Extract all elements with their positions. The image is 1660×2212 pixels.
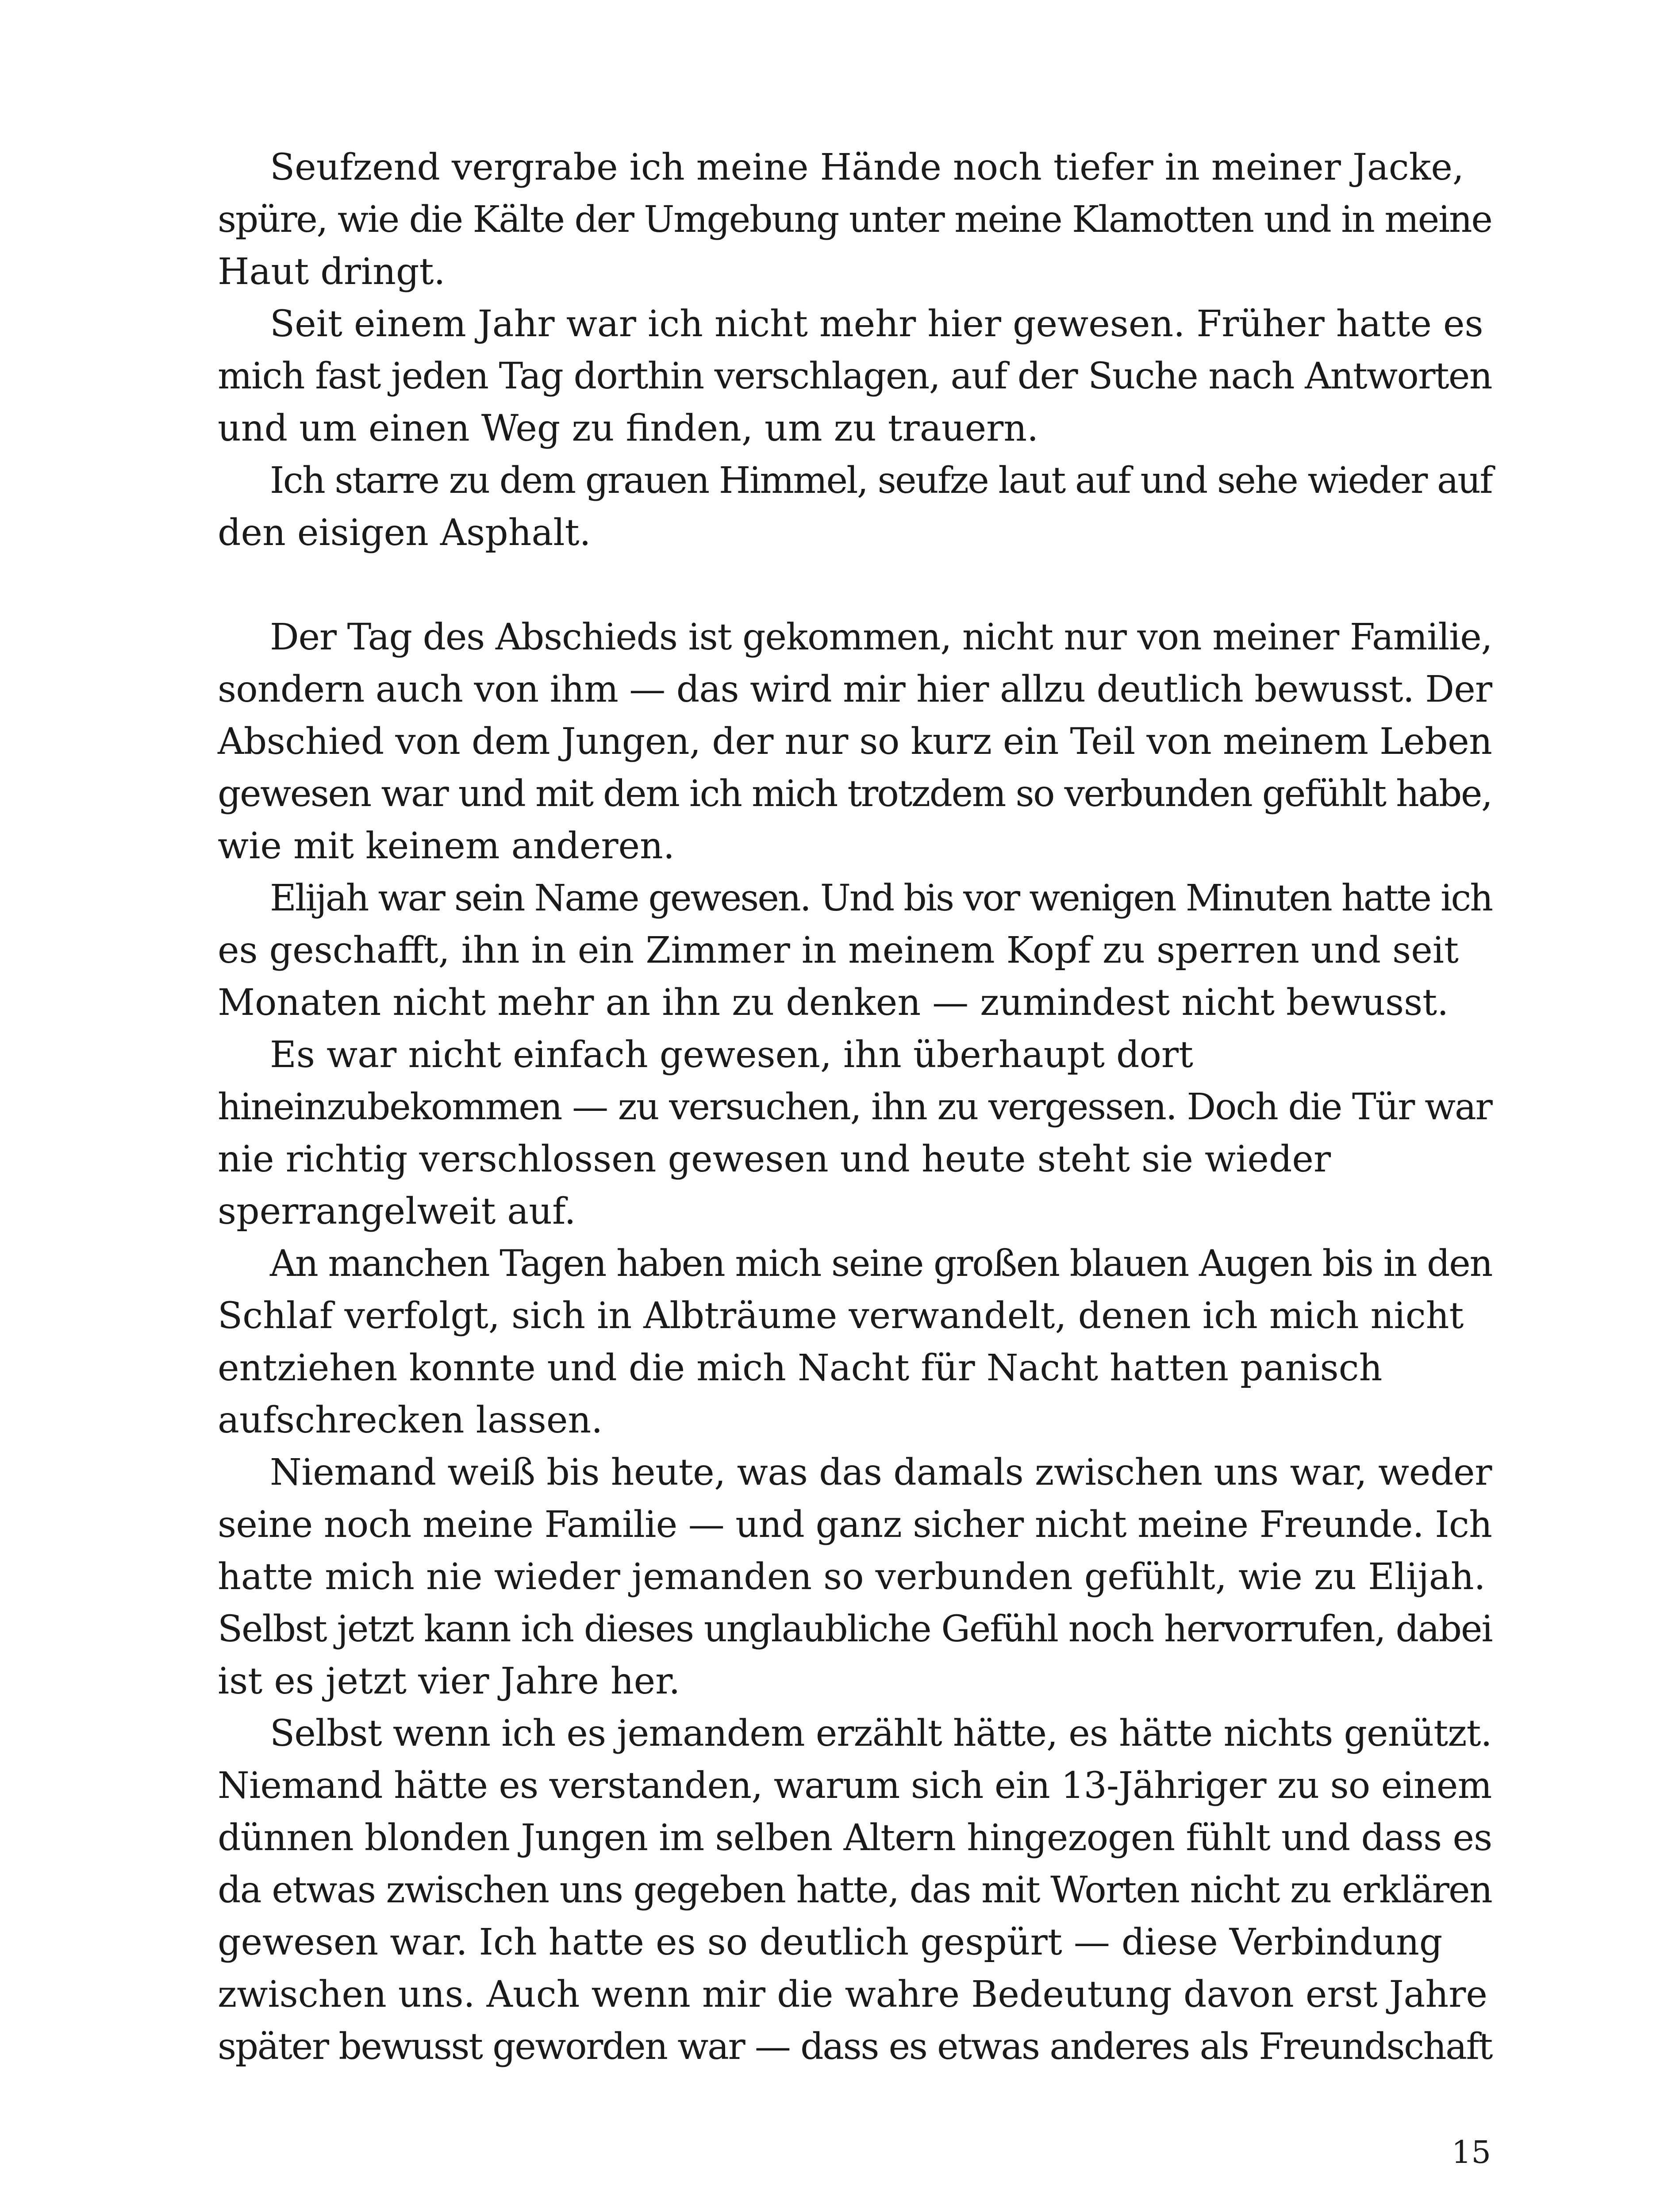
text-line: ist es jetzt vier Jahre her. xyxy=(218,1660,680,1702)
text-line: aufschrecken lassen. xyxy=(218,1399,603,1441)
text-line: nie richtig verschlossen gewesen und heute steht sie wieder xyxy=(218,1138,1331,1180)
text-line: Niemand hätte es verstanden, warum sich ein 13-Jähriger zu so einem xyxy=(218,1765,1492,1807)
text-line: Selbst jetzt kann ich dieses unglaubliche Gefühl noch hervorrufen, dabei xyxy=(218,1608,1492,1650)
text-line: den eisigen Asphalt. xyxy=(218,512,591,554)
text-line: entziehen konnte und die mich Nacht für Nacht hatten panisch xyxy=(218,1347,1383,1389)
text-line: Seufzend vergrabe ich meine Hände noch tiefer in meiner Jacke, xyxy=(270,146,1464,188)
text-line: Monaten nicht mehr an ihn zu denken — zumindest nicht bewusst. xyxy=(218,982,1449,1024)
text-line: seine noch meine Familie — und ganz sicher nicht meine Freunde. Ich xyxy=(218,1504,1492,1546)
text-line: hineinzubekommen — zu versuchen, ihn zu vergessen. Doch die Tür war xyxy=(218,1086,1492,1128)
blank-line xyxy=(218,559,1492,611)
text-line: mich fast jeden Tag dorthin verschlagen, auf der Suche nach Antworten xyxy=(218,355,1492,397)
text-line: Es war nicht einfach gewesen, ihn überhaupt dort xyxy=(270,1034,1193,1076)
text-line: später bewusst geworden war — dass es etwas anderes als Freundschaft xyxy=(218,2026,1492,2068)
text-line: Schlaf verfolgt, sich in Albträume verwandelt, denen ich mich nicht xyxy=(218,1295,1464,1337)
text-line: sperrangelweit auf. xyxy=(218,1190,576,1233)
text-line: wie mit keinem anderen. xyxy=(218,825,675,867)
text-line: sondern auch von ihm — das wird mir hier allzu deutlich bewusst. Der xyxy=(218,668,1492,710)
text-line: Haut dringt. xyxy=(218,251,446,293)
text-line: spüre, wie die Kälte der Umgebung unter meine Klamotten und in meine xyxy=(218,199,1492,241)
text-line: gewesen war und mit dem ich mich trotzdem so verbunden gefühlt habe, xyxy=(218,773,1492,815)
text-line: Seit einem Jahr war ich nicht mehr hier gewesen. Früher hatte es xyxy=(270,303,1483,345)
text-line: zwischen uns. Auch wenn mir die wahre Bedeutung davon erst Jahre xyxy=(218,1974,1487,2016)
text-line: Niemand weiß bis heute, was das damals zwischen uns war, weder xyxy=(270,1452,1492,1494)
text-line: Selbst wenn ich es jemandem erzählt hätte, es hätte nichts genützt. xyxy=(270,1713,1492,1755)
text-line: Ich starre zu dem grauen Himmel, seufze laut auf und sehe wieder auf xyxy=(270,460,1492,502)
text-line: gewesen war. Ich hatte es so deutlich gespürt — diese Verbindung xyxy=(218,1921,1443,1963)
text-line: Abschied von dem Jungen, der nur so kurz ein Teil von meinem Leben xyxy=(218,721,1492,763)
text-line: dünnen blonden Jungen im selben Altern hingezogen fühlt und dass es xyxy=(218,1817,1492,1859)
text-line: es geschafft, ihn in ein Zimmer in meinem Kopf zu sperren und seit xyxy=(218,929,1459,972)
text-line: hatte mich nie wieder jemanden so verbunden gefühlt, wie zu Elijah. xyxy=(218,1556,1486,1598)
text-line: da etwas zwischen uns gegeben hatte, das mit Worten nicht zu erklären xyxy=(218,1869,1492,1911)
text-line: An manchen Tagen haben mich seine großen blauen Augen bis in den xyxy=(270,1243,1492,1285)
text-line: und um einen Weg zu finden, um zu trauern. xyxy=(218,407,1039,449)
body-text xyxy=(218,142,1492,2073)
text-line: Elijah war sein Name gewesen. Und bis vor wenigen Minuten hatte ich xyxy=(270,877,1492,919)
text-line: Der Tag des Abschieds ist gekommen, nicht nur von meiner Familie, xyxy=(270,616,1492,658)
page-number: 15 xyxy=(1451,2134,1491,2170)
